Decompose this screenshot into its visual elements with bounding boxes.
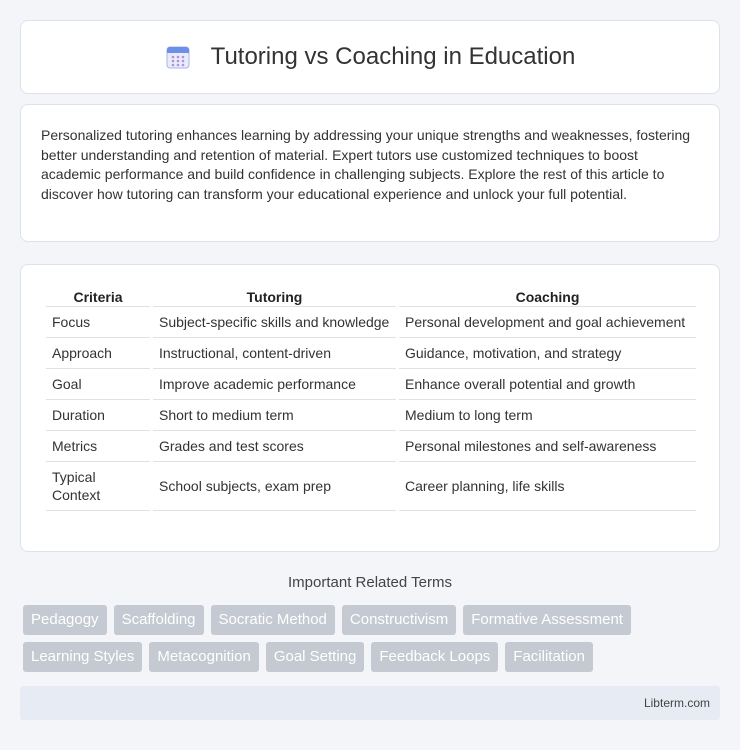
header-criteria: Criteria (46, 285, 150, 307)
table-cell: Approach (46, 338, 150, 369)
table-cell: Personal development and goal achievement (399, 307, 696, 338)
table-cell: School subjects, exam prep (153, 462, 396, 511)
page-title: Tutoring vs Coaching in Education (210, 43, 576, 70)
footer-link[interactable]: Libterm.com (643, 696, 710, 710)
table-cell: Grades and test scores (153, 431, 396, 462)
calendar-icon (165, 44, 191, 70)
tag-goal-setting[interactable]: Goal Setting (266, 642, 365, 672)
intro-card (20, 104, 720, 242)
table-cell: Duration (46, 400, 150, 431)
table-header-row (46, 285, 696, 307)
tag-scaffolding[interactable]: Scaffolding (114, 605, 204, 635)
tag-facilitation[interactable]: Facilitation (505, 642, 593, 672)
header-card (20, 20, 720, 94)
header-coaching: Coaching (399, 285, 696, 307)
header-tutoring: Tutoring (153, 285, 396, 307)
table-row (46, 431, 696, 462)
footer (20, 686, 720, 720)
comparison-card (20, 264, 720, 552)
tag-metacognition[interactable]: Metacognition (149, 642, 258, 672)
related-terms-list (23, 605, 723, 679)
table-row (46, 400, 696, 431)
table-cell: Improve academic performance (153, 369, 396, 400)
table-cell: Goal (46, 369, 150, 400)
tag-feedback-loops[interactable]: Feedback Loops (371, 642, 498, 672)
tag-constructivism[interactable]: Constructivism (342, 605, 456, 635)
comparison-table (43, 285, 699, 511)
table-row (46, 462, 696, 511)
tag-pedagogy[interactable]: Pedagogy (23, 605, 107, 635)
table-cell: Focus (46, 307, 150, 338)
table-cell: Subject-specific skills and knowledge (153, 307, 396, 338)
table-cell: Guidance, motivation, and strategy (399, 338, 696, 369)
related-terms-title: Important Related Terms (288, 574, 452, 591)
intro-text: Personalized tutoring enhances learning by addressing your unique strengths and weaknesses, fostering better understanding and retention of material. Expert tutors use customized techniques to boost academic performance and build confidence in challenging subjects. Explore the rest of this article to discover how tutoring can transform your educational experience and unlock your full potential. (41, 127, 691, 202)
table-cell: Career planning, life skills (399, 462, 696, 511)
table-cell: Short to medium term (153, 400, 396, 431)
table-row (46, 338, 696, 369)
table-cell: Instructional, content-driven (153, 338, 396, 369)
table-row (46, 307, 696, 338)
tag-formative-assessment[interactable]: Formative Assessment (463, 605, 631, 635)
table-cell: Typical Context (46, 462, 150, 511)
tag-socratic-method[interactable]: Socratic Method (211, 605, 335, 635)
table-cell: Medium to long term (399, 400, 696, 431)
tag-learning-styles[interactable]: Learning Styles (23, 642, 142, 672)
table-row (46, 369, 696, 400)
table-cell: Metrics (46, 431, 150, 462)
table-cell: Personal milestones and self-awareness (399, 431, 696, 462)
table-cell: Enhance overall potential and growth (399, 369, 696, 400)
